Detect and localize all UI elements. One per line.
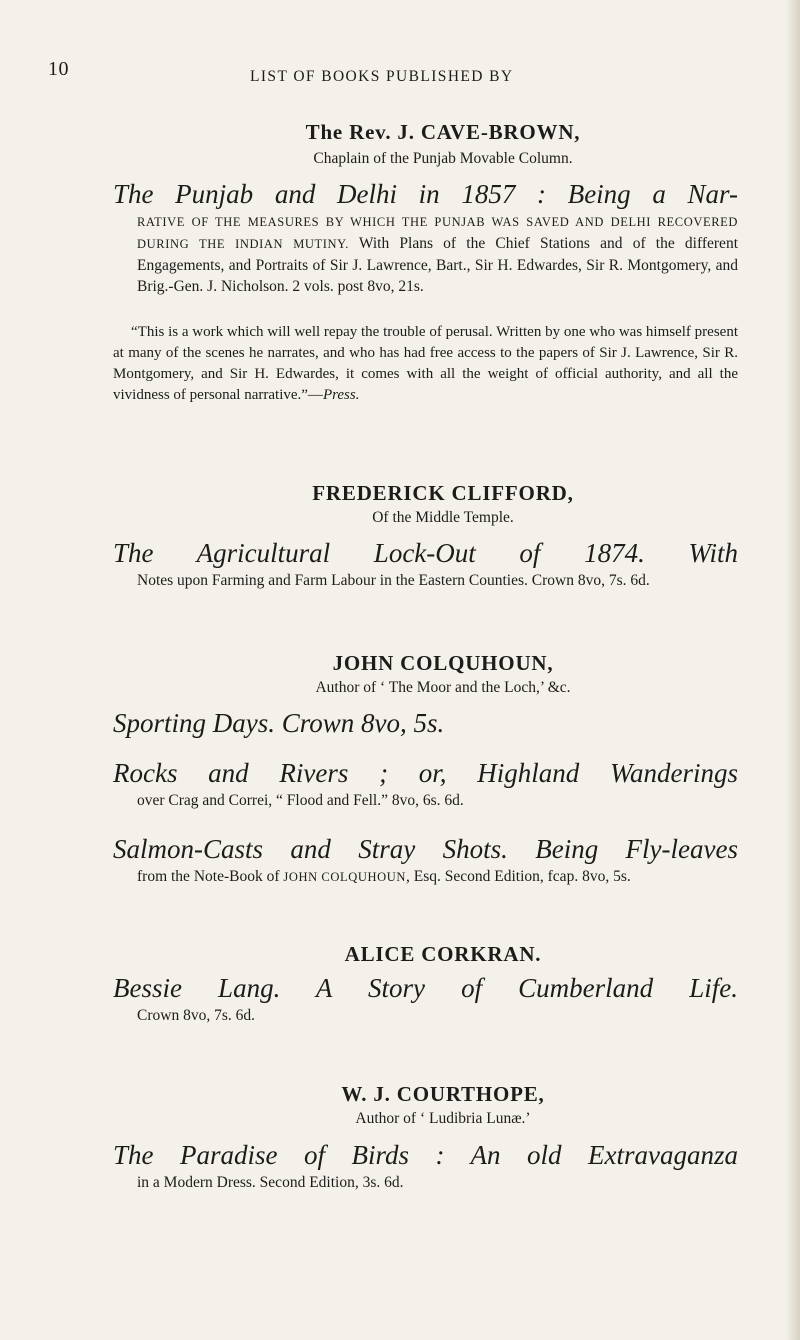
book-details: Crown 8vo, 7s. 6d. xyxy=(137,1007,255,1024)
book-entry xyxy=(113,706,738,740)
author-description: Author of ‘ The Moor and the Loch,’ &c. xyxy=(315,679,571,696)
book-entry xyxy=(113,756,738,811)
book-details: Notes upon Farming and Farm Labour in the Eastern Counties. Crown 8vo, 7s. 6d. xyxy=(137,572,650,589)
book-details xyxy=(113,211,738,297)
book-entry xyxy=(113,536,738,591)
author-description: Author of ‘ Ludibria Lunæ.’ xyxy=(355,1110,531,1127)
book-title: Bessie Lang. A Story of Cumberland Life. xyxy=(113,973,738,1003)
review-text: “This is a work which will well repay the trouble of perusal. Written by one who was himself present at many of the scenes he narrates, and who has had free access to the papers of Sir J. Lawrence, Sir R. Montgomery, and Sir H. Edwardes, it comes with all the weight of official authority, and all the vividness of personal narrative.”— xyxy=(113,324,738,403)
page-number: 10 xyxy=(48,58,69,80)
author-name: FREDERICK CLIFFORD, xyxy=(312,481,574,505)
press-review xyxy=(113,322,738,406)
book-title: The Paradise of Birds : An old Extravaganza xyxy=(113,1140,738,1170)
review-source: Press. xyxy=(322,387,360,403)
book-entry xyxy=(113,832,738,888)
book-entry xyxy=(113,177,738,297)
book-title: The Punjab and Delhi in 1857 : Being a Nar- xyxy=(113,179,738,209)
book-title: Salmon-Casts and Stray Shots. Being Fly-leaves xyxy=(113,834,738,864)
author-name: The Rev. J. CAVE-BROWN, xyxy=(305,120,581,144)
page-edge-shadow xyxy=(786,0,800,1340)
book-details-prefix: from the Note-Book of xyxy=(137,868,280,885)
author-description: Chaplain of the Punjab Movable Column. xyxy=(313,150,573,167)
running-title: LIST OF BOOKS PUBLISHED BY xyxy=(250,68,514,85)
author-description: Of the Middle Temple. xyxy=(372,509,514,526)
book-details-suffix: , Esq. Second Edition, fcap. 8vo, 5s. xyxy=(406,868,631,885)
book-entry xyxy=(113,971,738,1026)
book-entry xyxy=(113,1138,738,1193)
book-details-author: JOHN COLQUHOUN xyxy=(283,870,406,884)
book-details-text: With Plans of the Chief Stations and of the different Engagements, and Portraits of Sir J. Lawrence, Bart., Sir H. Edwardes, Sir R. Montgomery, and Brig.-Gen. J. Nicholson. 2 vols. post 8vo, 21s. xyxy=(137,235,738,295)
book-title: Rocks and Rivers ; or, Highland Wanderings xyxy=(113,758,738,788)
book-details: over Crag and Correi, “ Flood and Fell.” 8vo, 6s. 6d. xyxy=(137,792,464,809)
book-title: Sporting Days. Crown 8vo, 5s. xyxy=(113,708,445,738)
book-details xyxy=(113,866,738,888)
book-details: in a Modern Dress. Second Edition, 3s. 6d. xyxy=(137,1174,404,1191)
book-subtitle: RATIVE OF THE MEASURES BY WHICH THE PUNJAB WAS SAVED AND DELHI RECOVERED DURING THE INDIAN MUTINY. xyxy=(137,215,738,251)
author-name: JOHN COLQUHOUN, xyxy=(332,651,554,675)
author-name: ALICE CORKRAN. xyxy=(344,942,542,966)
author-name: W. J. COURTHOPE, xyxy=(341,1082,545,1106)
book-title: The Agricultural Lock-Out of 1874. With xyxy=(113,538,738,568)
